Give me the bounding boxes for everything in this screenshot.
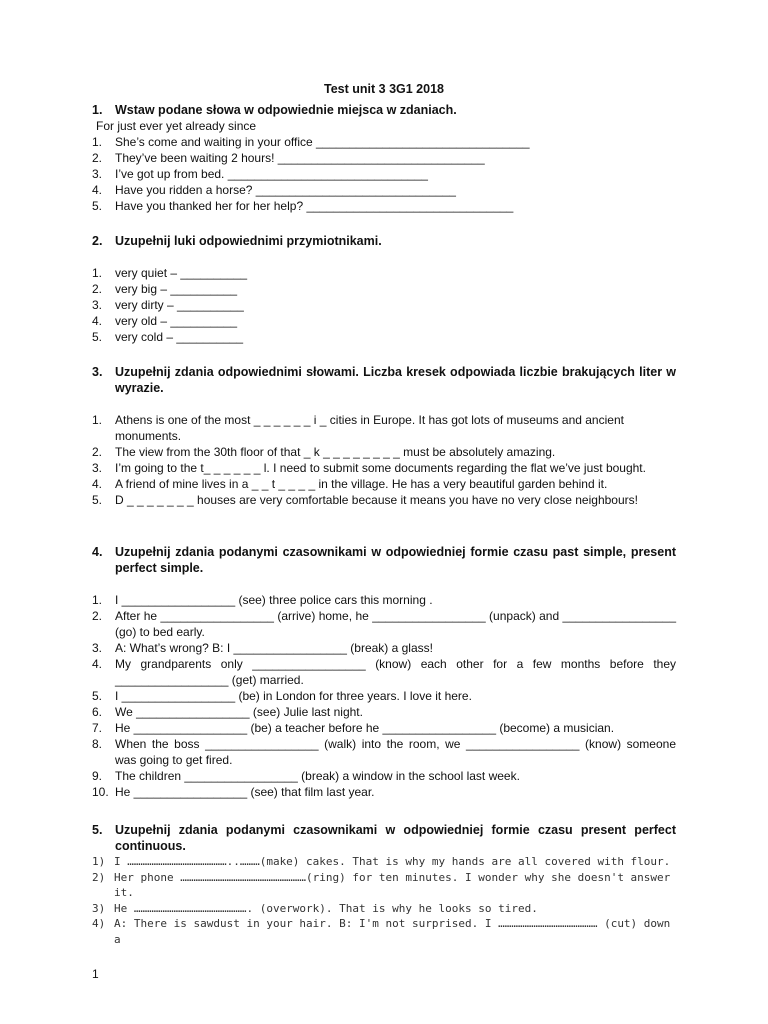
- section-number: 5.: [92, 823, 103, 837]
- list-item: [92, 901, 676, 917]
- item-text: Have you thanked her for her help? _______________________________: [115, 199, 514, 213]
- list-item: [92, 704, 676, 720]
- list-item: [92, 150, 676, 166]
- item-number: 1.: [92, 266, 103, 280]
- section-instruction: Uzupełnij zdania podanymi czasownikami w odpowiedniej formie czasu present perfect continuous.: [115, 823, 676, 853]
- item-text: A friend of mine lives in a _ _ t _ _ _ _ in the village. He has a very beautiful garden behind it.: [115, 477, 608, 491]
- item-number: 9.: [92, 769, 103, 783]
- item-number: 2.: [92, 151, 103, 165]
- list-item: [92, 608, 676, 640]
- exercise-list: [92, 592, 676, 800]
- item-text: I _________________ (be) in London for three years. I love it here.: [115, 689, 472, 703]
- list-item: [92, 166, 676, 182]
- page-title: Test unit 3 3G1 2018: [324, 82, 444, 96]
- section-instruction: Wstaw podane słowa w odpowiednie miejsca w zdaniach.: [115, 103, 457, 117]
- section-4-heading: [92, 544, 676, 576]
- item-number: 3.: [92, 167, 103, 181]
- item-text: A: What’s wrong? B: I _________________ (break) a glass!: [115, 641, 433, 655]
- list-item: [92, 265, 676, 281]
- item-text: Have you ridden a horse? ______________________________: [115, 183, 456, 197]
- item-text: He _________________ (see) that film last year.: [115, 785, 375, 799]
- list-item: [92, 592, 676, 608]
- exercise-list: [92, 134, 676, 214]
- list-item: [92, 460, 676, 476]
- list-item: [92, 492, 676, 508]
- item-text: D _ _ _ _ _ _ _ houses are very comfortable because it means you have no very close neighbours!: [115, 493, 638, 507]
- item-number: 3): [92, 901, 106, 915]
- page-number: 1: [92, 967, 99, 981]
- item-text: very dirty – __________: [115, 298, 244, 312]
- section-instruction: Uzupełnij luki odpowiednimi przymiotnikami.: [115, 234, 382, 248]
- section-number: 2.: [92, 234, 103, 248]
- item-text: The children _________________ (break) a window in the school last week.: [115, 769, 520, 783]
- exercise-list: [92, 412, 676, 508]
- item-number: 7.: [92, 721, 103, 735]
- item-text: I’ve got up from bed. ______________________________: [115, 167, 428, 181]
- list-item: [92, 182, 676, 198]
- item-text: After he _________________ (arrive) home, he _________________ (unpack) and _________________ (go) to bed early.: [115, 609, 676, 639]
- section-instruction: Uzupełnij zdania odpowiednimi słowami. Liczba kresek odpowiada liczbie brakujących liter w wyrazie.: [115, 365, 676, 395]
- item-text: I’m going to the t_ _ _ _ _ _ l. I need to submit some documents regarding the flat we’ve just bought.: [115, 461, 646, 475]
- list-item: [92, 281, 676, 297]
- item-text: She’s come and waiting in your office ________________________________: [115, 135, 530, 149]
- item-text: very quiet – __________: [115, 266, 248, 280]
- list-item: [92, 329, 676, 345]
- item-number: 8.: [92, 737, 103, 751]
- section-1: [92, 102, 676, 214]
- item-number: 4): [92, 917, 106, 930]
- section-instruction: Uzupełnij zdania podanymi czasownikami w odpowiedniej formie czasu past simple, present perfect simple.: [115, 545, 676, 575]
- item-number: 2.: [92, 282, 103, 296]
- item-number: 2.: [92, 609, 103, 623]
- list-item: [92, 444, 676, 460]
- section-3: [92, 364, 676, 508]
- section-number: 1.: [92, 103, 103, 117]
- section-5-heading: [92, 822, 676, 854]
- item-number: 3.: [92, 461, 103, 475]
- item-number: 1.: [92, 135, 103, 149]
- item-text: A: There is sawdust in your hair. B: I'm not surprised. I ……………………………………… (cut) down a: [114, 917, 671, 946]
- section-2: [92, 233, 676, 345]
- item-text: I ………………………………………..………(make) cakes. That is why my hands are all covered with flour.: [114, 855, 671, 868]
- item-number: 1): [92, 855, 106, 868]
- section-2-heading: [92, 233, 676, 249]
- item-number: 5.: [92, 330, 103, 344]
- item-number: 5.: [92, 689, 103, 703]
- list-item: [92, 688, 676, 704]
- exercise-list: [92, 854, 676, 947]
- list-item: [92, 476, 676, 492]
- list-item: [92, 198, 676, 214]
- list-item: [92, 916, 676, 947]
- word-bank: For just ever yet already since: [96, 119, 257, 133]
- list-item: [92, 134, 676, 150]
- list-item: [92, 870, 676, 901]
- item-text: very cold – __________: [115, 330, 244, 344]
- item-text: I _________________ (see) three police cars this morning .: [115, 593, 433, 607]
- item-text: very old – __________: [115, 314, 238, 328]
- item-number: 2): [92, 870, 106, 884]
- section-number: 4.: [92, 545, 103, 559]
- item-text: He ……………………………………………. (overwork). That is why he looks so tired.: [114, 901, 538, 915]
- section-3-heading: [92, 364, 676, 396]
- item-text: When the boss _________________ (walk) into the room, we _________________ (know) someone was going to get fired.: [115, 737, 676, 767]
- list-item: [92, 297, 676, 313]
- list-item: [92, 784, 676, 800]
- list-item: [92, 412, 676, 444]
- list-item: [92, 656, 676, 688]
- item-text: Her phone …………………………………………………(ring) for ten minutes. I wonder why she doesn't answer it.: [114, 870, 671, 899]
- item-number: 3.: [92, 298, 103, 312]
- section-5: [92, 822, 676, 947]
- item-number: 4.: [92, 657, 103, 671]
- section-1-heading: [92, 102, 676, 118]
- item-text: They’ve been waiting 2 hours! _______________________________: [115, 151, 485, 165]
- item-number: 3.: [92, 641, 103, 655]
- item-text: Athens is one of the most _ _ _ _ _ _ i _ cities in Europe. It has got lots of museums and ancient monuments.: [115, 413, 624, 443]
- item-number: 1.: [92, 593, 103, 607]
- item-number: 5.: [92, 199, 103, 213]
- item-number: 1.: [92, 413, 103, 427]
- item-text: He _________________ (be) a teacher before he _________________ (become) a musician.: [115, 721, 615, 735]
- item-text: very big – __________: [115, 282, 238, 296]
- item-number: 5.: [92, 493, 103, 507]
- list-item: [92, 313, 676, 329]
- list-item: [92, 720, 676, 736]
- item-number: 4.: [92, 477, 103, 491]
- list-item: [92, 640, 676, 656]
- list-item: [92, 854, 676, 870]
- item-text: My grandparents only _________________ (know) each other for a few months before they _________________ (get) married.: [115, 657, 676, 687]
- exercise-list: [92, 265, 676, 345]
- item-number: 6.: [92, 705, 103, 719]
- list-item: [92, 768, 676, 784]
- list-item: [92, 736, 676, 768]
- item-number: 10.: [92, 785, 109, 799]
- section-number: 3.: [92, 365, 103, 379]
- item-text: We _________________ (see) Julie last night.: [115, 705, 363, 719]
- section-4: [92, 544, 676, 800]
- item-text: The view from the 30th floor of that _ k _ _ _ _ _ _ _ _ must be absolutely amazing.: [115, 445, 556, 459]
- item-number: 4.: [92, 314, 103, 328]
- item-number: 2.: [92, 445, 103, 459]
- item-number: 4.: [92, 183, 103, 197]
